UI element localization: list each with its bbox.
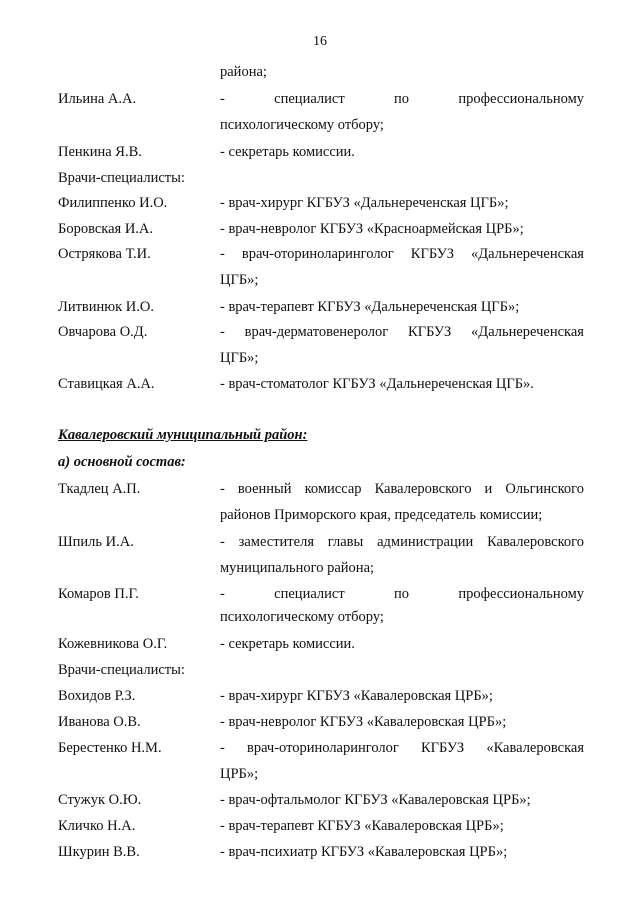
doctor-name: Кличко Н.А. xyxy=(58,818,136,834)
doctor-role: - врач-хирург КГБУЗ «Дальнереченская ЦГБ»; xyxy=(220,195,509,211)
member-role: - заместителя главы администрации Кавалеровского xyxy=(220,534,584,550)
member-name: Комаров П.Г. xyxy=(58,586,139,602)
member-role-cont: психологическому отбору; xyxy=(220,117,384,133)
doctors-label: Врачи-специалисты: xyxy=(58,662,185,678)
doctor-name: Стужук О.Ю. xyxy=(58,792,142,808)
doctor-name: Ставицкая А.А. xyxy=(58,376,155,392)
doctor-role-cont: ЦГБ»; xyxy=(220,272,259,288)
doctors-label: Врачи-специалисты: xyxy=(58,170,185,186)
doctor-name: Берестенко Н.М. xyxy=(58,740,162,756)
doctor-role: - врач-дерматовенеролог КГБУЗ «Дальнереченская xyxy=(220,324,584,340)
doctor-name: Острякова Т.И. xyxy=(58,246,151,262)
member-name: Ильина А.А. xyxy=(58,91,137,107)
doctor-name: Литвинюк И.О. xyxy=(58,299,154,315)
doctor-name: Боровская И.А. xyxy=(58,221,154,237)
continuation-line: района; xyxy=(220,64,267,80)
doctor-role-cont: ЦРБ»; xyxy=(220,766,259,782)
member-role: - секретарь комиссии. xyxy=(220,144,355,160)
doctor-role: - врач-оториноларинголог КГБУЗ «Дальнереченская xyxy=(220,246,584,262)
member-role: - секретарь комиссии. xyxy=(220,636,355,652)
doctor-name: Вохидов Р.З. xyxy=(58,688,136,704)
section-subheading: а) основной состав: xyxy=(58,454,186,470)
member-role: - специалист по профессиональному xyxy=(220,586,584,602)
doctor-role: - врач-стоматолог КГБУЗ «Дальнереченская ЦГБ». xyxy=(220,376,534,392)
doctor-role: - врач-офтальмолог КГБУЗ «Кавалеровская ЦРБ»; xyxy=(220,792,531,808)
doctor-role: - врач-невролог КГБУЗ «Красноармейская ЦРБ»; xyxy=(220,221,524,237)
member-name: Шпиль И.А. xyxy=(58,534,134,550)
doctor-role: - врач-невролог КГБУЗ «Кавалеровская ЦРБ»; xyxy=(220,714,507,730)
member-role: - военный комиссар Кавалеровского и Ольгинского xyxy=(220,481,584,497)
member-name: Пенкина Я.В. xyxy=(58,144,142,160)
member-name: Ткадлец А.П. xyxy=(58,481,141,497)
doctor-role: - врач-психиатр КГБУЗ «Кавалеровская ЦРБ»; xyxy=(220,844,508,860)
member-name: Кожевникова О.Г. xyxy=(58,636,168,652)
page-number: 16 xyxy=(313,34,327,49)
doctor-role: - врач-хирург КГБУЗ «Кавалеровская ЦРБ»; xyxy=(220,688,493,704)
doctor-name: Иванова О.В. xyxy=(58,714,141,730)
member-role-cont: психологическому отбору; xyxy=(220,609,384,625)
doctor-role-cont: ЦГБ»; xyxy=(220,350,259,366)
doctor-role: - врач-терапевт КГБУЗ «Кавалеровская ЦРБ»; xyxy=(220,818,504,834)
doctor-role: - врач-оториноларинголог КГБУЗ «Кавалеровская xyxy=(220,740,584,756)
member-role: - специалист по профессиональному xyxy=(220,91,584,107)
member-role-cont: районов Приморского края, председатель комиссии; xyxy=(220,507,543,523)
section-heading: Кавалеровский муниципальный район: xyxy=(58,427,308,443)
doctor-name: Филиппенко И.О. xyxy=(58,195,168,211)
doctor-role: - врач-терапевт КГБУЗ «Дальнереченская ЦГБ»; xyxy=(220,299,520,315)
doctor-name: Овчарова О.Д. xyxy=(58,324,148,340)
doctor-name: Шкурин В.В. xyxy=(58,844,140,860)
member-role-cont: муниципального района; xyxy=(220,560,375,576)
